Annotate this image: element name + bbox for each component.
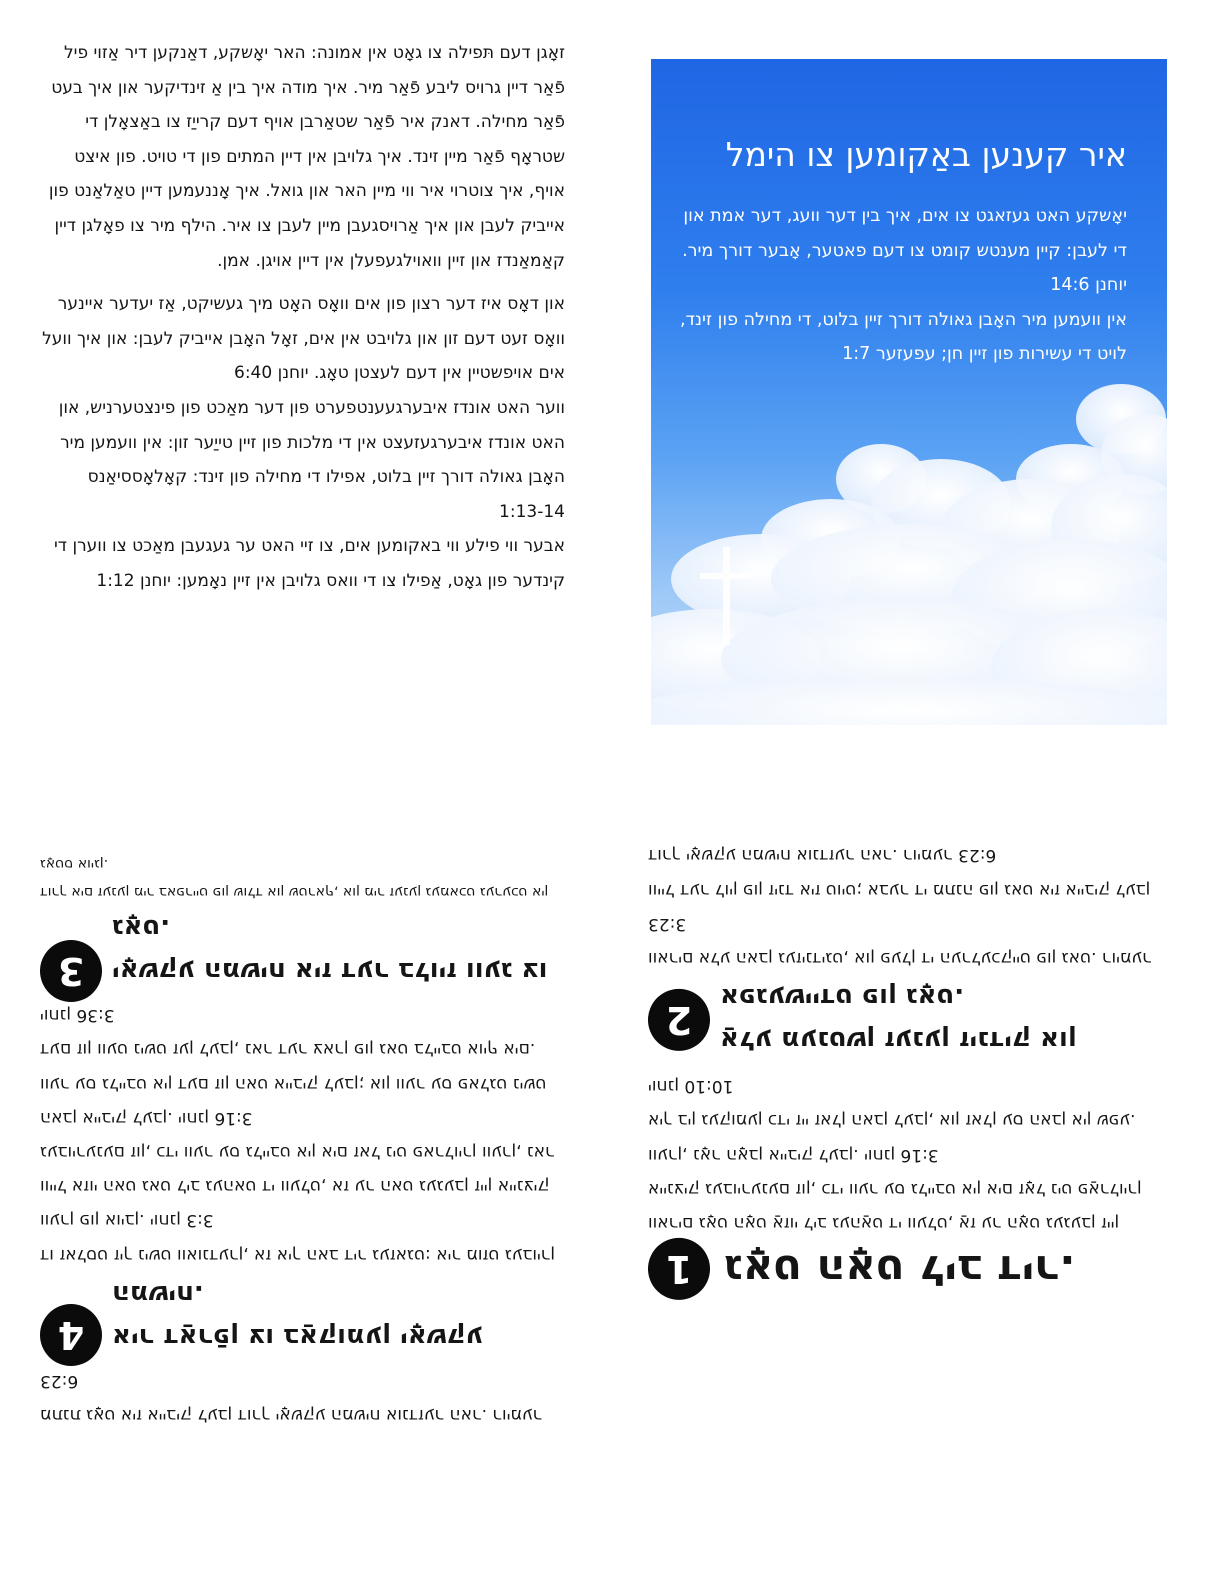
step-3-heading-text: יאָשקע המשיח איז דער בלויז וועג צו גאָט. bbox=[112, 913, 548, 986]
step-1-heading bbox=[648, 1240, 1171, 1300]
card-verse-1: יאָשקע האט געזאגט צו אים, איך בין דער וועג, דער אמת און די לעבן: קיין מענטש קומט צו דעם פאטער, אָבער דורך מיר. יוחנן 14:6 bbox=[682, 206, 1127, 295]
prayer-paragraph-2: און דאָס איז דער רצון פון אים וואָס האָט מיך געשיקט, אַז יעדער איינער וואָס זעט דעם זון און גלויבט אין אים, זאָל האָבן אייביק לעבן: און איך וועל אים אויפשטיין אין דעם לעצטן טאָג. יוחנן 6:40 ווער האט אונדז איבערגעענטפערט פון דער מאַכט פון פינצטערניש, און האט אונדז איבערגעזעצט אין די מלכות פון זיין טייַער זון: אין וועמען מיר האָבן גאולה דורך זיין בלוט, אפילו די מחילה פון זינד: קאָלאָססיאַנס 1:13-14 אבער ווי פילע ווי באקומען אים, צו זיי האט ער געגעבן מאַכט צו ווערן די קינדער פון גאָט, אַפילו צו די וואס גלויבן אין זיין נאָמען: יוחנן 1:12 bbox=[42, 294, 565, 591]
section-left-text-2: דו זאלסט זיך נישט וואונדערן, אז איך האב דיר געזאגט: איר מוזט געבוירן ווערן פון אויבן. יוחנן 3:3 ווייל אזוי האט גאט ליב געהאט די וועלט, אז ער האט געגעבן זיין איינציק געבוירענעם זון, כדי ווער עס גלייבט אין אים זאל ניט פארלוירן ווערן, נאר האבן אייביק לעבן. יוחנן 3:16 ווער עס גלייבט אין דעם זון האט אייביק לעבן; און ווער עס פאלגט נישט דעם זון וועט נישט זען לעבן, נאר דער צארן פון גאט בלייבט אויף אים. יוחנן 3:36 bbox=[40, 1005, 555, 1265]
section-right-text-2: ווארים אלע האבן געזינדיגט, און פעלן די הערלעכקייט פון גאט. רוימער 3:23 ווייל דער לוין פון זינד איז טויט; אבער די מתנה פון גאט איז אייביק לעבן דורך יאָשקע המשיח אונדזער האר. רוימער 6:23 bbox=[648, 845, 1152, 968]
section-left-text-1: מתנת גאָט איז אייביק לעבן דורך יאָשקע המשיח אונדזער האר. רוימער 6:23 bbox=[40, 1370, 543, 1426]
section-left-text-3: דורך אים זענען מיר באפרייט פון שולד און שטראף, און מיר זענען געמאכט גערעכט אין גאָטס אויגן. bbox=[40, 856, 549, 900]
step-2-badge: 2 bbox=[648, 989, 710, 1051]
step-4-heading-text: איר דאַרפֿן צו באַקומען יאָשקע המשיח. bbox=[112, 1278, 483, 1352]
card-verse-2: אין וועמען מיר האָבן גאולה דורך זיין בלוט, די מחילה פון זינד, לויט די עשירות פון זיין חן; עפעזער 1:7 bbox=[679, 309, 1127, 364]
upside-down-section-right bbox=[648, 838, 1171, 1300]
step-4-badge: 4 bbox=[40, 1304, 102, 1366]
step-3-badge: 3 bbox=[40, 940, 102, 1002]
section-right-text-1: ווארים גאָט האָט אַזוי ליב געהאַט די וועלט, אַז ער האָט געגעבן זיין איינציק געבוירענעם זון, כדי ווער עס גלייבט אין אים זאָל ניט פאַרלוירן ווערן, נאָר האָבן אייביק לעבן. יוחנן 3:16 איך בין געקומען כדי זיי זאלן האבן לעבן, און זאלן עס האבן אין שפע. יוחנן 10:10 bbox=[648, 1076, 1142, 1233]
upside-down-section-left bbox=[40, 850, 568, 1432]
prayer-paragraph-1: זאָגן דעם תּפילה צו גאָט אין אמונה: האר יאָשקע, דאַנקען דיר אַזוי פיל פֿאַר דיין גרויס ליבע פֿאַר מיר. איך מודה איך בין אַ זינדיקער און איך בעט פֿאַר מחילה. דאנק איר פֿאַר שטאַרבן אויף דעם קרייַז צו באַצאָלן די שטראָף פֿאַר מיין זינד. איך גלויבן אין דיין המתים פון די טויט. פון איצט אויף, איך צוטרוי איר ווי מיין האר און גואל. איך אָננעמען דיין טאַלאַנט פון אייביק לעבן און איך אַרויסגעבן מיין לעבן צו איר. הילף מיר צו פאָלגן דיין קאַמאַנדז און זיין וואוילגעפעלן אין דיין אויגן. אמן. bbox=[48, 43, 565, 271]
step-1-heading-text: גאָט האָט ליב דיר. bbox=[724, 1245, 1076, 1295]
step-3-heading bbox=[40, 906, 568, 992]
card-title: איר קענען באַקומען צו הימל bbox=[725, 135, 1127, 174]
step-1-badge: 1 bbox=[648, 1238, 710, 1300]
step-2-heading-text: אַלע מענטשן זענען זינדיק און אפגעשיידט פון גאָט. bbox=[720, 981, 1077, 1055]
card-body bbox=[677, 199, 1127, 372]
step-4-heading bbox=[40, 1272, 568, 1358]
heaven-card bbox=[651, 59, 1167, 725]
prayer-column bbox=[40, 36, 565, 599]
step-2-heading bbox=[648, 975, 1171, 1061]
